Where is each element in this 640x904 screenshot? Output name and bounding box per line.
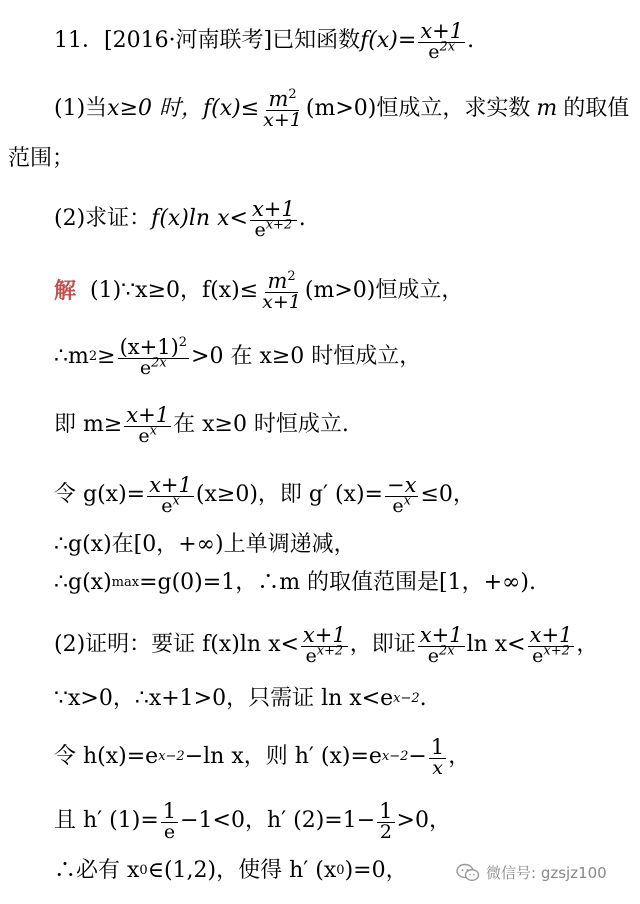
text: 范围；: [8, 146, 75, 171]
text: ∴必有 x: [54, 858, 140, 883]
period: .: [298, 206, 306, 232]
fraction: [261, 88, 304, 131]
watermark-text: 微信号: gzsjz100: [486, 864, 607, 882]
text: ∴g(x): [54, 570, 112, 595]
part2-line: [54, 198, 306, 241]
text: 的取值: [563, 96, 630, 122]
numerator: x+1: [302, 623, 346, 647]
fraction: [250, 198, 297, 241]
header-text: 11．[2016·河南联考]已知函数: [54, 28, 361, 54]
solution-line-7: [54, 624, 598, 667]
den-exp: 2x: [151, 355, 167, 371]
fraction: [418, 20, 465, 63]
numerator: x+1: [420, 19, 464, 43]
den-base: e: [138, 425, 150, 448]
exp: 2: [288, 87, 297, 102]
solution-line-10: [54, 800, 451, 843]
denominator: 2: [379, 821, 392, 844]
text: ln x<: [466, 632, 526, 658]
text: ≤0，: [420, 482, 475, 508]
text: ∴m: [54, 344, 89, 370]
text: >0，: [396, 808, 451, 834]
solution-line-3: [54, 404, 349, 447]
fraction: [429, 736, 446, 779]
den-base: e: [254, 219, 266, 242]
text: ，: [448, 744, 471, 770]
text: ，即证: [349, 632, 416, 658]
den-exp: x+2: [543, 643, 570, 659]
text: m: [536, 96, 558, 122]
text: −ln x，则 h′ (x)=e: [184, 744, 382, 770]
solution-line-1: [54, 270, 463, 313]
text: (2)求证：: [54, 206, 152, 232]
fraction: [147, 474, 194, 517]
den-base: e: [161, 495, 173, 518]
text: 令 h(x)=e: [54, 744, 159, 770]
den-base: e: [427, 645, 439, 668]
text: (x≥0)，即 g′ (x)=: [195, 482, 383, 508]
text: ，: [576, 632, 599, 658]
solution-line-11: ∴必有 x 0 ∈(1,2)，使得 h′ (x 0 )=0，: [54, 856, 408, 886]
solution-line-8: ∵x>0，∴x+1>0，只需证 ln x<e x−2 .: [54, 684, 427, 714]
numerator: x+1: [251, 197, 295, 221]
text: >0 在 x≥0 时恒成立，: [191, 344, 422, 370]
text: x≥0 时，: [107, 96, 204, 122]
denominator: x+1: [263, 109, 302, 132]
den-exp: x+2: [265, 217, 293, 233]
solution-line-2: ∴m 2 ≥ $\frac{(x+1)^2}{e^{2x}}$ >0 在 x≥0 时恒成立，: [54, 335, 422, 380]
period: .: [467, 28, 475, 54]
text: 即 m≥: [54, 412, 123, 438]
solution-line-5: [54, 530, 356, 560]
numerator: x+1: [149, 473, 192, 497]
denominator: e: [163, 821, 176, 844]
text: ∵x>0，∴x+1>0，只需证 ln x<e: [54, 686, 394, 711]
den-base: e: [392, 495, 404, 518]
fraction: [528, 624, 575, 667]
den-exp: x+2: [316, 643, 344, 659]
numerator: x+1: [529, 623, 573, 647]
den-exp: 2x: [439, 39, 456, 55]
numerator: x+1: [419, 623, 463, 647]
fraction: [161, 800, 178, 843]
denominator: x: [432, 757, 443, 780]
text: (m>0)恒成立，: [304, 278, 464, 304]
solution-label: 解: [54, 278, 77, 305]
fraction: [301, 624, 348, 667]
den-exp: x: [403, 493, 411, 509]
text: (m>0)恒成立，求实数: [305, 96, 531, 122]
numerator: 1: [379, 799, 393, 823]
text: 令 g(x)=: [54, 482, 146, 508]
fraction: [385, 474, 418, 517]
text: (1)当: [54, 96, 108, 122]
watermark: [456, 862, 607, 883]
exp: 2: [178, 335, 188, 350]
numerator: −x: [386, 473, 417, 497]
text: ≥: [97, 344, 116, 370]
text: ∴g(x)在[0，+∞)上单调递减，: [54, 532, 356, 557]
text: f(x)ln x<: [151, 206, 248, 232]
text: (2)证明：要证 f(x)ln x<: [54, 632, 299, 658]
den-base: e: [428, 41, 440, 64]
text: .: [419, 686, 427, 711]
den-exp: 2x: [438, 643, 455, 659]
solution-line-6: ∴g(x) max =g(0)=1，∴m 的取值范围是[1，+∞).: [54, 568, 536, 598]
text: f(x)≤: [203, 96, 260, 122]
function-def: f(x)=: [360, 28, 417, 54]
numerator: (x+1): [119, 335, 179, 359]
part1-line: [54, 88, 629, 131]
solution-line-9: 令 h(x)=e x−2 −ln x，则 h′ (x)=e x−2 − $\frac{1}{x}$ ，: [54, 735, 471, 780]
den-base: e: [532, 645, 544, 668]
wechat-icon: [456, 863, 480, 883]
numerator: x+1: [126, 403, 170, 427]
text: 在 x≥0 时恒成立.: [173, 412, 349, 438]
fraction: [124, 404, 171, 447]
text: )=0，: [344, 858, 408, 883]
numerator: m: [267, 269, 288, 293]
numerator: 1: [162, 799, 177, 823]
denominator: x+1: [262, 291, 301, 314]
text: −: [408, 744, 427, 770]
fraction: [418, 624, 465, 667]
text: (1)∵x≥0，f(x)≤: [90, 278, 259, 304]
problem-header: [54, 20, 474, 63]
den-exp: x: [172, 493, 180, 509]
text: ∈(1,2)，使得 h′ (x: [147, 858, 337, 883]
part1-line-cont: [8, 144, 74, 174]
solution-line-4: [54, 474, 475, 517]
numerator: m: [268, 87, 289, 111]
fraction: [260, 270, 303, 313]
fraction: [118, 336, 189, 379]
text: =g(0)=1，∴m 的取值范围是[1，+∞).: [139, 570, 536, 595]
text: −1<0，h′ (2)=1−: [180, 808, 376, 834]
den-exp: x: [149, 423, 157, 439]
text: 且 h′ (1)=: [54, 808, 159, 834]
exp: 2: [287, 269, 296, 284]
den-base: e: [139, 357, 152, 380]
fraction: [377, 800, 394, 843]
numerator: 1: [430, 735, 445, 759]
den-base: e: [305, 645, 317, 668]
